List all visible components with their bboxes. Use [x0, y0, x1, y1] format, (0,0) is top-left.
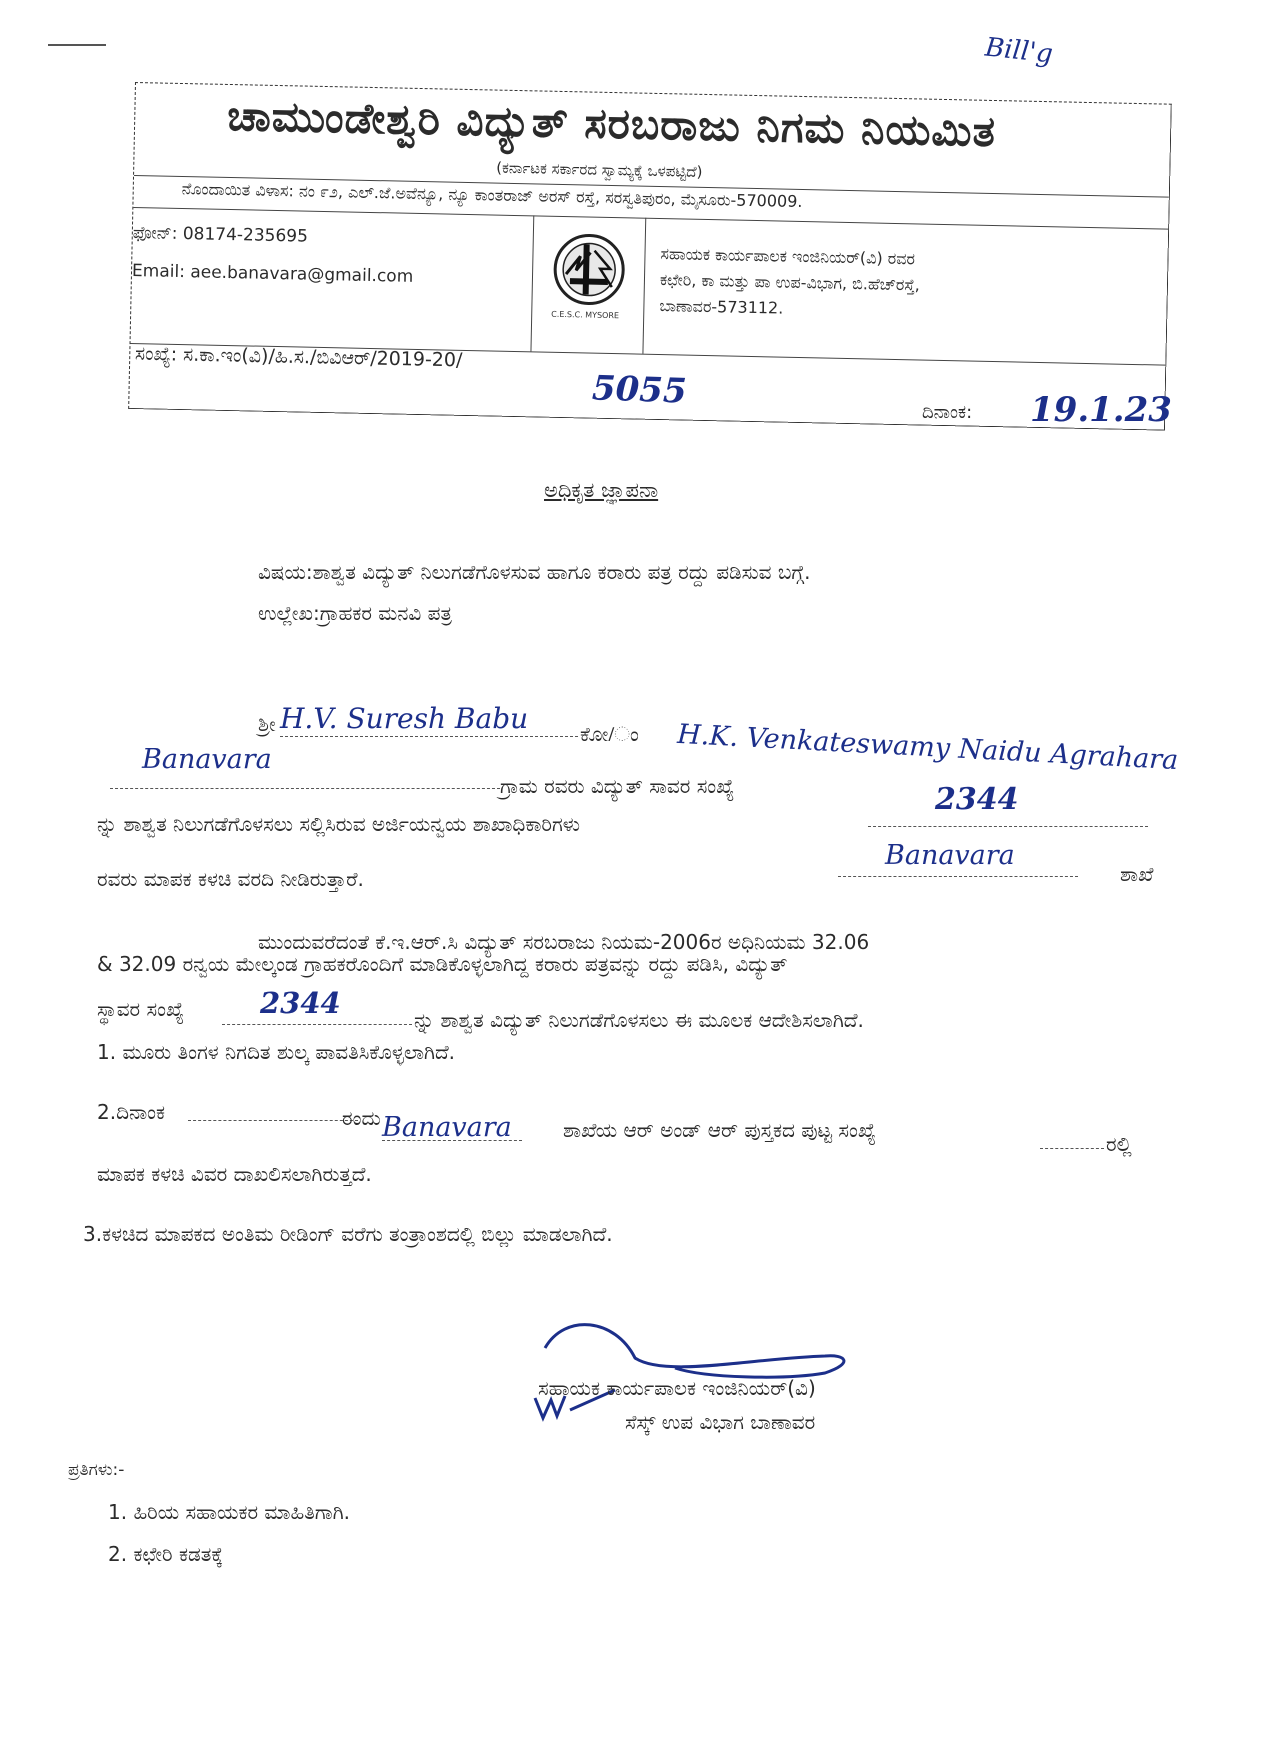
point-1: 1. ಮೂರು ತಿಂಗಳ ನಿಗದಿತ ಶುಲ್ಕ ಪಾವತಿಸಿಕೊಳ್ಳಲಾಗಿದೆ.	[97, 1040, 456, 1064]
corner-note: Bill'g	[983, 32, 1055, 70]
customer-name: H.V. Suresh Babu	[280, 702, 529, 735]
subject: ವಿಷಯ:ಶಾಶ್ವತ ವಿದ್ಯುತ್ ನಿಲುಗಡೆಗೊಳಸುವ ಹಾಗೂ ಕರಾರು ಪತ್ರ ರದ್ದು ಪಡಿಸುವ ಬಗ್ಗೆ.	[258, 560, 811, 584]
para2-line-3a: ಸ್ಥಾವರ ಸಂಖ್ಯೆ	[97, 997, 185, 1021]
logo-label: C.E.S.C. MYSORE	[551, 309, 620, 321]
org-subtitle: (ಕರ್ನಾಟಕ ಸರ್ಕಾರದ ಸ್ವಾಮ್ಯಕ್ಕೆ ಒಳಪಟ್ಟಿದೆ)	[496, 158, 703, 181]
copy-item-2: 2. ಕಛೇರಿ ಕಡತಕ್ಕೆ	[108, 1542, 224, 1566]
reference: ಉಲ್ಲೇಖ:ಗ್ರಾಹಕರ ಮನವಿ ಪತ್ರ	[258, 601, 452, 625]
shri-label: ಶ್ರೀ	[258, 712, 276, 736]
registered-address: ನೊಂದಾಯಿತ ವಿಳಾಸ: ನಂ ೯೨, ಎಲ್.ಜೆ.ಅವೆನ್ಯೂ, ನ್ಯೂ ಕಾಂತರಾಜ್ ಅರಸ್ ರಸ್ತೆ, ಸರಸ್ವತಿಪುರಂ, ಮೈಸೂರು-570009.	[181, 179, 803, 212]
signature-office: ಸೆಸ್ಕ್ ಉಪ ವಿಭಾಗ ಬಾಣಾವರ	[625, 1410, 816, 1434]
body-line-3a: ನ್ನು ಶಾಶ್ವತ ನಿಲುಗಡೆಗೊಳಸಲು ಸಲ್ಲಿಸಿರುವ ಅರ್ಜಿಯನ್ವಯ ಶಾಖಾಧಿಕಾರಿಗಳು	[97, 812, 580, 836]
father-name: H.K. Venkateswamy Naidu Agrahara	[676, 718, 1179, 777]
office-line-1: ಸಹಾಯಕ ಕಾರ್ಯಪಾಲಕ ಇಂಜಿನಿಯರ್(ವಿ) ರವರ	[660, 244, 916, 269]
office-line-3: ಬಾಣಾವರ-573112.	[659, 296, 784, 318]
office-line-2: ಕಛೇರಿ, ಕಾ ಮತ್ತು ಪಾ ಉಪ-ವಿಭಾಗ, ಬಿ.ಹೆಚ್‌ರಸ್ತೆ,	[659, 270, 921, 295]
signature-designation: ಸಹಾಯಕ ಕಾರ್ಯಪಾಲಕ ಇಂಜಿನಿಯರ್(ವಿ)	[538, 1376, 816, 1400]
ref-number: 5055	[591, 368, 688, 412]
body-line-3b: ಶಾಖೆ	[1120, 862, 1154, 886]
email: Email: aee.banavara@gmail.com	[131, 260, 414, 287]
co-label: ಕೋ/ಂ	[580, 722, 639, 746]
date-value: 19.1.23	[1030, 390, 1172, 430]
point-2b: ರಂದು	[342, 1106, 381, 1130]
copies-heading: ಪ್ರತಿಗಳು:-	[68, 1460, 125, 1480]
corner-mark	[48, 44, 106, 46]
village-name: Banavara	[142, 744, 272, 775]
section-name-2: Banavara	[382, 1112, 512, 1143]
point-2d: ರಲ್ಲಿ	[1106, 1132, 1132, 1156]
point-2-line-2: ಮಾಪಕ ಕಳಚಿ ವಿವರ ದಾಖಲಿಸಲಾಗಿರುತ್ತದೆ.	[97, 1162, 372, 1186]
org-name: ಚಾಮುಂಡೇಶ್ವರಿ ವಿದ್ಯುತ್ ಸರಬರಾಜು ನಿಗಮ ನಿಯಮಿತ	[226, 90, 997, 157]
point-2c: ಶಾಖೆಯ ಆರ್ ಅಂಡ್ ಆರ್ ಪುಸ್ತಕದ ಪುಟ್ಟ ಸಂಖ್ಯೆ	[563, 1118, 876, 1142]
ref-number-label: ಸಂಖ್ಯೆ: ಸ.ಕಾ.ಇಂ(ವಿ)/ಹಿ.ಸ./ಬಿವಿಆರ್/2019-20/	[134, 342, 463, 372]
body-line-4: ರವರು ಮಾಪಕ ಕಳಚಿ ವರದಿ ನೀಡಿರುತ್ತಾರೆ.	[97, 867, 364, 891]
installation-number: 2344	[935, 782, 1019, 817]
date-label: ದಿನಾಂಕ:	[922, 402, 973, 423]
para2-line-2: & 32.09 ರನ್ವಯ ಮೇಲ್ಕಂಡ ಗ್ರಾಹಕರೊಂದಿಗೆ ಮಾಡಿಕೊಳ್ಳಲಾಗಿದ್ದ ಕರಾರು ಪತ್ರವನ್ನು ರದ್ದು ಪಡಿಸಿ, ವಿದ್ಯುತ್	[97, 952, 788, 976]
village-suffix: ಗ್ರಾಮ ರವರು ವಿದ್ಯುತ್ ಸಾವರ ಸಂಖ್ಯೆ	[500, 774, 735, 798]
copy-item-1: 1. ಹಿರಿಯ ಸಹಾಯಕರ ಮಾಹಿತಿಗಾಗಿ.	[108, 1500, 351, 1524]
point-2a: 2.ದಿನಾಂಕ	[97, 1100, 166, 1124]
installation-number-2: 2344	[260, 986, 341, 1020]
page-title: ಅಧಿಕೃತ ಜ್ಞಾಪನಾ	[544, 478, 659, 502]
phone: ಫೋನ್: 08174-235695	[132, 222, 309, 247]
para2-line-3b: ನ್ನು ಶಾಶ್ವತ ವಿದ್ಯುತ್ ನಿಲುಗಡೆಗೊಳಸಲು ಈ ಮೂಲಕ ಆದೇಶಿಸಲಾಗಿದೆ.	[414, 1008, 864, 1032]
para2-line-1: ಮುಂದುವರೆದಂತೆ ಕೆ.ಇ.ಆರ್.ಸಿ ವಿದ್ಯುತ್ ಸರಬರಾಜು ನಿಯಮ-2006ರ ಅಧಿನಿಯಮ 32.06	[258, 930, 870, 954]
section-name: Banavara	[885, 840, 1015, 871]
point-3: 3.ಕಳಚಿದ ಮಾಪಕದ ಅಂತಿಮ ರೀಡಿಂಗ್ ವರೆಗು ತಂತ್ರಾಂಶದಲ್ಲಿ ಬಿಲ್ಲು ಮಾಡಲಾಗಿದೆ.	[83, 1222, 613, 1246]
cesc-logo	[549, 230, 629, 310]
